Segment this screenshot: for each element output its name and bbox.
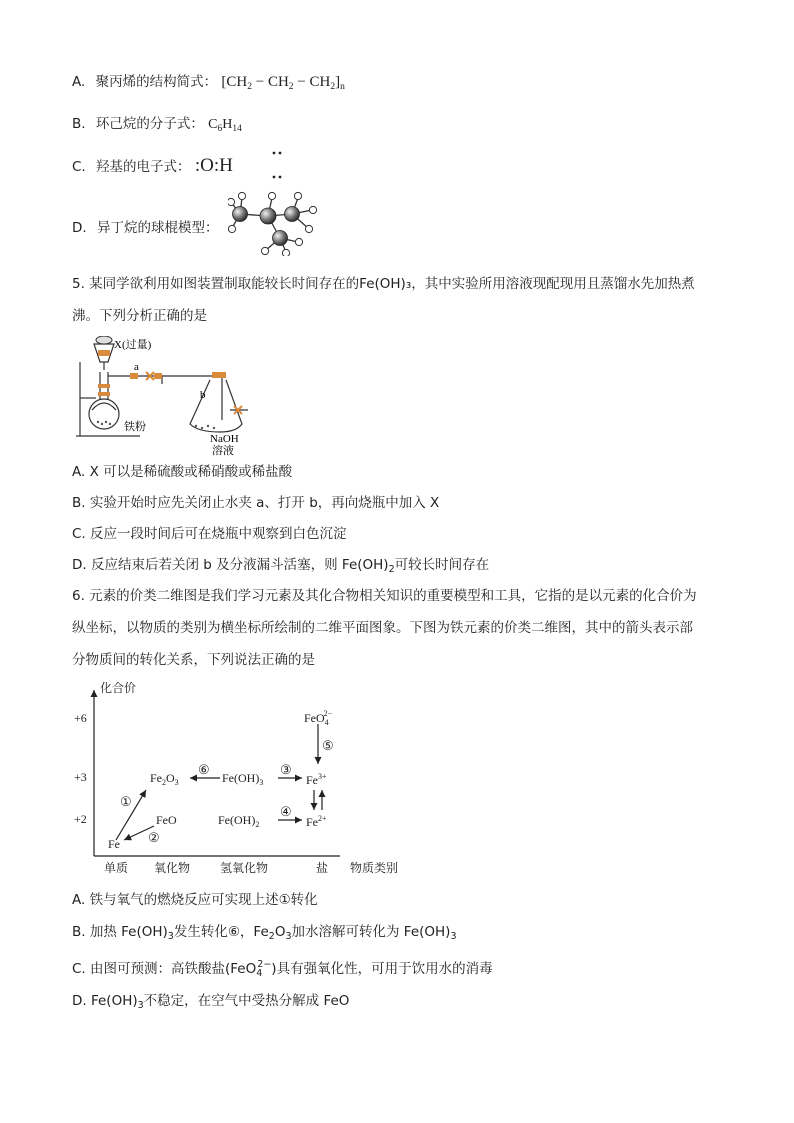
electron-formula: :O:H	[194, 155, 233, 176]
q5-stem-line2: 沸。下列分析正确的是	[72, 308, 207, 324]
clamp-a-label: a	[134, 361, 139, 373]
species-fe: Fe	[108, 837, 120, 851]
step-label-3: ③	[280, 762, 292, 777]
q5-option-c: C. 反应一段时间后可在烧瓶中观察到白色沉淀	[72, 526, 347, 542]
x-cat-element: 单质	[104, 861, 129, 875]
step-label-4: ④	[280, 804, 292, 819]
q6-stem-line3: 分物质间的转化关系，下列说法正确的是	[72, 652, 315, 668]
option-label: D.	[72, 220, 87, 236]
species-feo: FeO	[156, 813, 177, 827]
x-cat-salt: 盐	[316, 861, 329, 875]
solution-label: 溶液	[212, 445, 234, 456]
isobutane-ball-stick-model	[228, 190, 328, 256]
species-fe2plus: $Fe^{2+}$	[306, 814, 327, 829]
option-text: 羟基的电子式：	[96, 159, 191, 175]
x-cat-oxide: 氧化物	[154, 861, 191, 875]
option-label: A.	[72, 74, 86, 90]
step-label-1: ①	[120, 794, 132, 809]
species-ferrate: FeO$_4$2−	[304, 709, 333, 727]
option-label: C.	[72, 159, 86, 175]
x-cat-hydroxide: 氢氧化物	[220, 861, 269, 875]
option-text: 异丁烷的球棍模型：	[96, 220, 219, 236]
option-d-isobutane	[72, 218, 218, 238]
q5-stem-line1: 5. 某同学欲利用如图装置制取能较长时间存在的Fe(OH)₃，其中实验所用溶液现配现用且蒸馏水先加热煮	[72, 276, 695, 292]
step-label-6: ⑥	[198, 762, 210, 777]
species-feoh2: $Fe(OH)_2$	[218, 813, 260, 829]
y-tick-plus6: +6	[74, 711, 87, 725]
q5-option-a: A. X 可以是稀硫酸或稀硝酸或稀盐酸	[72, 464, 293, 480]
option-a-polypropylene	[72, 72, 345, 97]
x-axis-title: 物质类别	[350, 861, 399, 875]
option-c-hydroxyl	[72, 156, 233, 177]
iron-powder-label: 铁粉	[124, 421, 146, 433]
reagent-x-label: X(过量)	[114, 339, 152, 351]
option-b-cyclohexane	[72, 114, 242, 139]
option-text: 环己烷的分子式：	[95, 116, 204, 132]
q6-option-c: C. 由图可预测：高铁酸盐(FeO$_4^{2-}$)具有强氧化性，可用于饮用水的消毒	[72, 959, 493, 979]
structure-formula: $[CH_2 - CH_2 - CH_2]_n$	[221, 74, 345, 92]
q6-option-b: B. 加热 $Fe(OH)_3$发生转化⑥，$Fe_2O_3$加水溶解可转化为 $Fe(OH)_3$	[72, 924, 457, 942]
electron-dots-icon	[264, 150, 294, 180]
iron-valence-class-diagram	[70, 680, 410, 880]
y-tick-plus3: +3	[74, 770, 87, 784]
option-text: 聚丙烯的结构简式：	[95, 74, 218, 90]
q5-option-b: B. 实验开始时应先关闭止水夹 a、打开 b，再向烧瓶中加入 X	[72, 495, 440, 511]
q6-stem-line1: 6. 元素的价类二维图是我们学习元素及其化合物相关知识的重要模型和工具，它指的是以元素的化合价为	[72, 588, 697, 604]
q5-option-d: D. 反应结束后若关闭 b 及分液漏斗活塞，则 $Fe(OH)_2$可较长时间存在	[72, 557, 490, 575]
q6-option-a: A. 铁与氧气的燃烧反应可实现上述①转化	[72, 892, 318, 908]
naoh-label: NaOH	[210, 433, 239, 445]
y-axis-title: 化合价	[100, 681, 137, 695]
species-fe2o3: $Fe_2O_3$	[150, 771, 179, 787]
option-label: B.	[72, 116, 86, 132]
step-label-2: ②	[148, 830, 160, 845]
clamp-b-label: b	[200, 389, 206, 401]
step-label-5: ⑤	[322, 738, 334, 753]
q5-apparatus-diagram	[70, 336, 250, 456]
species-fe3plus: $Fe^{3+}$	[306, 772, 327, 787]
q6-option-d: D. $Fe(OH)_3$不稳定，在空气中受热分解成 FeO	[72, 993, 350, 1011]
y-tick-plus2: +2	[74, 812, 87, 826]
molecular-formula: $C_6H_{14}$	[208, 117, 242, 134]
species-feoh3: $Fe(OH)_3$	[222, 771, 264, 787]
q6-stem-line2: 纵坐标，以物质的类别为横坐标所绘制的二维平面图象。下图为铁元素的价类二维图，其中的箭头表示部	[72, 620, 693, 636]
